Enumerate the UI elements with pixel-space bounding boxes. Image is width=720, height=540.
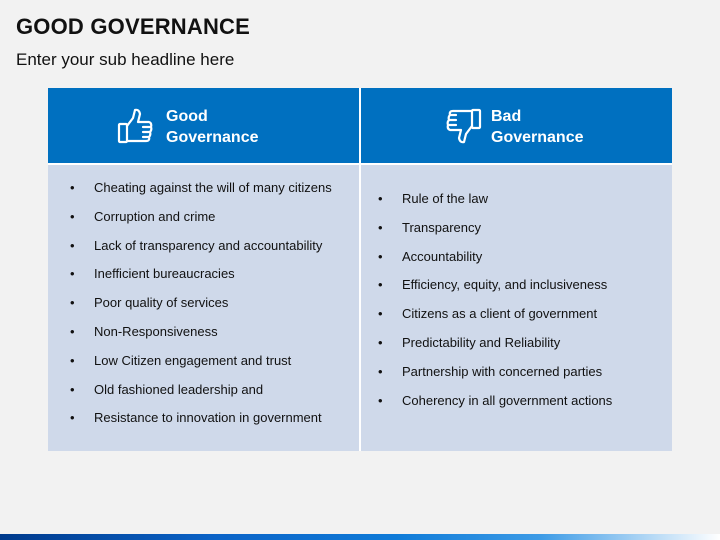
page-title: GOOD GOVERNANCE: [16, 14, 251, 39]
comparison-table: [48, 88, 672, 451]
list-item: • Accountability: [378, 248, 612, 277]
list-item: • Poor quality of services: [70, 294, 332, 323]
bad-governance-body: [361, 165, 672, 451]
list-item: • Corruption and crime: [70, 208, 332, 237]
list-item: • Predictability and Reliability: [378, 334, 612, 363]
list-item: • Rule of the law: [378, 190, 612, 219]
list-item: • Coherency in all government actions: [378, 392, 612, 421]
list-item: • Low Citizen engagement and trust: [70, 352, 332, 381]
list-item: • Non-Responsiveness: [70, 323, 332, 352]
list-item: • Transparency: [378, 219, 612, 248]
thumbs-down-icon: [445, 106, 483, 146]
column-divider: [359, 88, 361, 451]
list-item: • Old fashioned leadership and: [70, 381, 332, 410]
list-item: • Lack of transparency and accountability: [70, 237, 332, 266]
good-governance-title: [166, 106, 258, 148]
list-item: • Citizens as a client of government: [378, 305, 612, 334]
list-item: • Efficiency, equity, and inclusiveness: [378, 276, 612, 305]
bad-governance-title: [491, 106, 583, 148]
page-subtitle: Enter your sub headline here: [16, 50, 235, 69]
good-governance-list: [70, 179, 332, 438]
list-item: • Resistance to innovation in government: [70, 409, 332, 438]
list-item: • Partnership with concerned parties: [378, 363, 612, 392]
bad-label-line1: Bad: [491, 108, 522, 125]
good-governance-header: [48, 88, 359, 163]
footer-accent-bar: [0, 534, 720, 540]
list-item: • Inefficient bureaucracies: [70, 265, 332, 294]
bad-governance-header: [361, 88, 672, 163]
bad-label-line2: Governance: [491, 129, 584, 146]
bad-governance-list: [378, 190, 612, 420]
good-label-line2: Governance: [166, 129, 259, 146]
good-governance-body: [48, 165, 359, 451]
good-label-line1: Good: [166, 108, 208, 125]
thumbs-up-icon: [116, 106, 154, 146]
list-item: • Cheating against the will of many citizens: [70, 179, 332, 208]
